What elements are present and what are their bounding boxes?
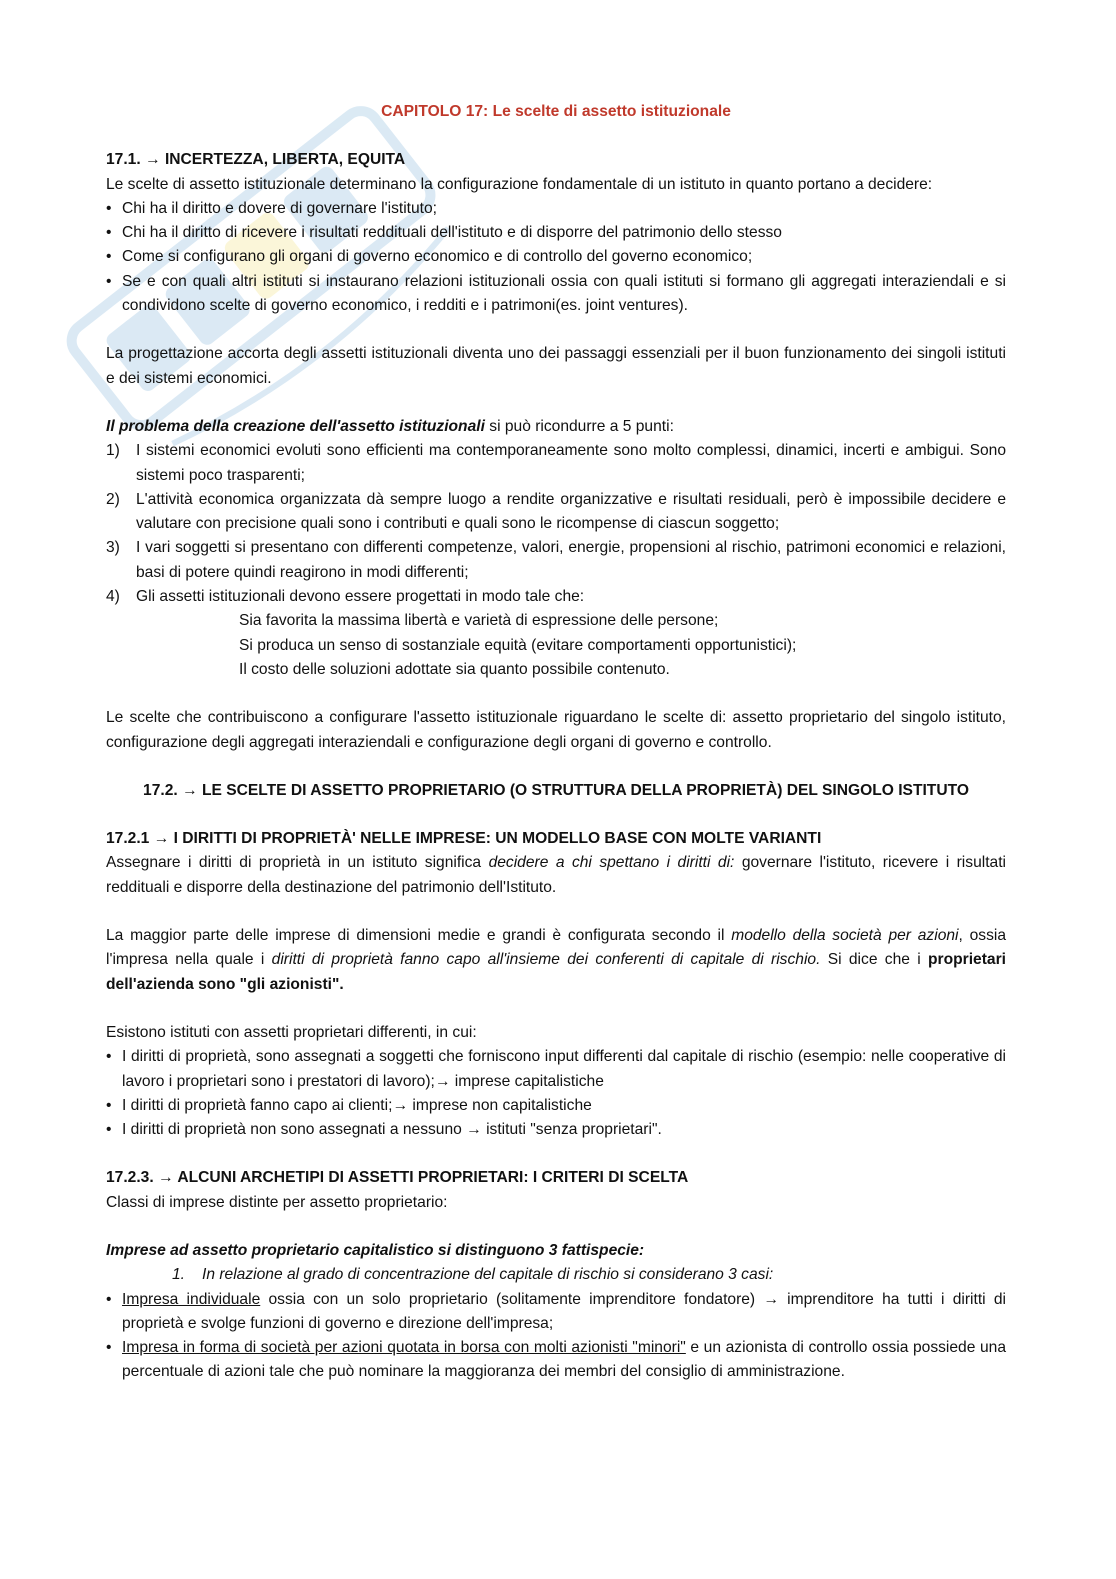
list-item: • Chi ha il diritto di ricevere i risultati reddituali dell'istituto e di disporre del patrimonio dello stesso (106, 221, 1006, 245)
section-heading-17-1: 17.1. → INCERTEZZA, LIBERTA, EQUITA (106, 151, 406, 169)
bullet-list (106, 1288, 1006, 1385)
document-page (106, 100, 1006, 1385)
paragraph: Le scelte di assetto istituzionale determinano la configurazione fondamentale di un istituto in quanto portano a decidere: (106, 175, 933, 193)
list-item: • I diritti di proprietà fanno capo ai clienti;→ imprese non capitalistiche (106, 1094, 1006, 1118)
list-item: Il costo delle soluzioni adottate sia quanto possibile contenuto. (239, 660, 670, 678)
paragraph: La progettazione accorta degli assetti istituzionali diventa uno dei passaggi essenziali per il buon funzionamento dei singoli istituti e dei sistemi economici. (106, 345, 1006, 387)
paragraph: Imprese ad assetto proprietario capitalistico si distinguono 3 fattispecie: (106, 1241, 645, 1259)
list-item: 4) Gli assetti istituzionali devono essere progettati in modo tale che: (106, 588, 585, 606)
numbered-list (106, 439, 1006, 609)
sub-list (106, 609, 1006, 682)
bullet-list (106, 197, 1006, 318)
section-heading-17-2-3: 17.2.3. → ALCUNI ARCHETIPI DI ASSETTI PROPRIETARI: I CRITERI DI SCELTA (106, 1169, 689, 1187)
bullet-list (106, 1045, 1006, 1142)
section-heading-17-2-1: 17.2.1 → I DIRITTI DI PROPRIETÀ' NELLE IMPRESE: UN MODELLO BASE CON MOLTE VARIANTI (106, 830, 822, 848)
list-item: • I diritti di proprietà, sono assegnati a soggetti che forniscono input differenti dal capitale di rischio (esempio: nelle cooperative di lavoro i proprietari sono i prestatori di lavoro);→ imprese capitalistiche (106, 1045, 1006, 1094)
list-item: 1) I sistemi economici evoluti sono efficienti ma contemporaneamente sono molto complessi, dinamici, incerti e ambigui. Sono sistemi poco trasparenti; (106, 442, 1006, 484)
paragraph: Assegnare i diritti di proprietà in un istituto significa decidere a chi spettano i diritti di: governare l'istituto, ricevere i risultati reddituali e disporre della destinazione del patrimonio dell'Istituto. (106, 854, 1007, 896)
paragraph: Esistono istituti con assetti proprietari differenti, in cui: (106, 1023, 477, 1041)
numbered-item: 1. In relazione al grado di concentrazione del capitale di rischio si considerano 3 casi: (172, 1266, 774, 1284)
section-heading-17-2: 17.2. → LE SCELTE DI ASSETTO PROPRIETARIO (O STRUTTURA DELLA PROPRIETÀ) DEL SINGOLO ISTITUTO (143, 781, 969, 799)
list-item: • Come si configurano gli organi di governo economico e di controllo del governo economico; (106, 245, 1006, 269)
list-item: 2) L'attività economica organizzata dà sempre luogo a rendite organizzative e risultati residuali, però è impossibile decidere e valutare con precisione quali sono i contributi e quali sono le ricompense di ciascun soggetto; (106, 490, 1006, 533)
paragraph: Il problema della creazione dell'assetto istituzionali si può ricondurre a 5 punti: (106, 417, 674, 435)
list-item: 3) I vari soggetti si presentano con differenti competenze, valori, energie, propensioni al rischio, patrimoni economici e relazioni, basi di potere quindi reagirono in modi differenti; (106, 539, 1006, 581)
paragraph: La maggior parte delle imprese di dimensioni medie e grandi è configurata secondo il modello della società per azioni, ossia l'impresa nella quale i diritti di proprietà fanno capo all'insieme dei conferenti di capitale di rischio. Si dice che i proprietari dell'azienda sono "gli azionisti". (106, 927, 1006, 993)
paragraph: Classi di imprese distinte per assetto proprietario: (106, 1193, 448, 1211)
list-item: • Impresa individuale ossia con un solo proprietario (solitamente imprenditore fondatore) → imprenditore ha tutti i diritti di proprietà e svolge funzioni di governo e direzione dell'impresa; (106, 1288, 1006, 1337)
list-item: • I diritti di proprietà non sono assegnati a nessuno → istituti "senza proprietari". (106, 1118, 1006, 1142)
bold-italic-text: Il problema della creazione dell'assetto istituzionali (106, 417, 485, 435)
list-item: Sia favorita la massima libertà e varietà di espressione delle persone; (239, 612, 719, 630)
list-item: • Impresa in forma di società per azioni quotata in borsa con molti azionisti "minori" e un azionista di controllo ossia possiede una percentuale di azioni tale che può nominare la maggioranza dei membri del consiglio di amministrazione. (106, 1336, 1006, 1385)
list-item: • Se e con quali altri istituti si instaurano relazioni istituzionali ossia con quali istituti si formano gli aggregati interaziendali e si condividono scelte di governo economico, i redditi e i patrimoni(es. joint ventures). (106, 270, 1006, 319)
list-item: • Chi ha il diritto e dovere di governare l'istituto; (106, 197, 1006, 221)
paragraph: Le scelte che contribuiscono a configurare l'assetto istituzionale riguardano le scelte di: assetto proprietario del singolo istituto, configurazione degli aggregati interaziendali e configurazione degli organi di governo e controllo. (106, 709, 1006, 751)
chapter-title: CAPITOLO 17: Le scelte di assetto istituzionale (381, 103, 731, 120)
list-item: Si produca un senso di sostanziale equità (evitare comportamenti opportunistici); (239, 636, 797, 654)
